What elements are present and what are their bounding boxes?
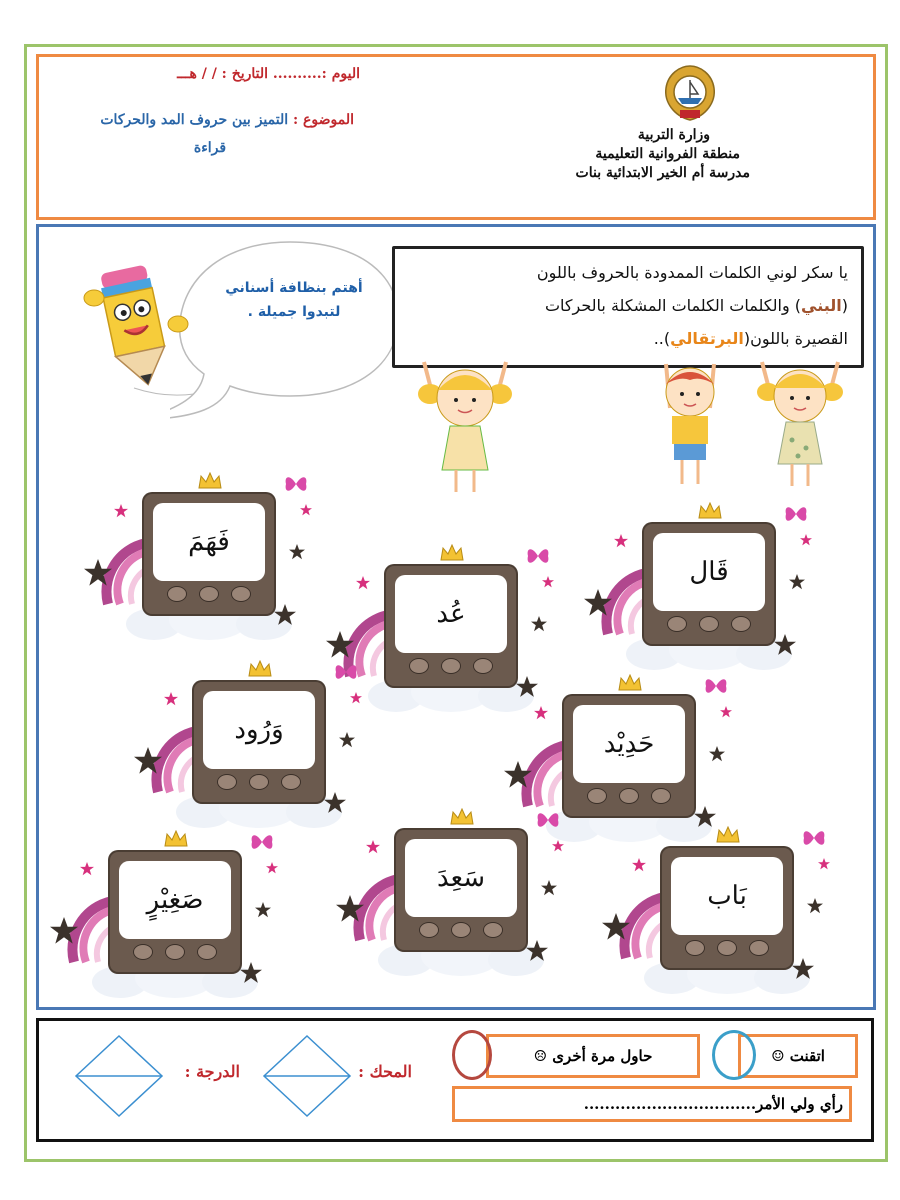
tv-frame — [144, 494, 274, 614]
subject-value: التميز بين حروف المد والحركات — [100, 112, 289, 128]
word-text: وَرُود — [203, 691, 315, 769]
knob-icon — [231, 586, 251, 602]
star-icon — [336, 895, 364, 923]
star-icon — [134, 747, 162, 775]
word-card[interactable] — [336, 800, 586, 990]
knob-icon — [685, 940, 705, 956]
knob-icon — [199, 586, 219, 602]
tv-knobs — [396, 922, 526, 942]
knob-icon — [409, 658, 429, 674]
instruction-line-3-end: ).. — [653, 329, 671, 348]
star-icon — [614, 534, 628, 548]
paren-open: ( — [841, 296, 848, 315]
instruction-text — [402, 256, 848, 355]
word-card[interactable] — [602, 818, 852, 1008]
school-name: مدرسة أم الخير الابتدائية بنات — [575, 165, 750, 181]
star-icon — [274, 604, 296, 626]
star-icon — [542, 576, 554, 588]
criterion-label: المحك : — [358, 1062, 412, 1081]
word-text: بَاب — [671, 857, 783, 935]
star-icon — [800, 534, 812, 546]
star-icon — [792, 958, 814, 980]
star-icon — [266, 862, 278, 874]
butterfly-icon — [250, 832, 274, 852]
tv-frame — [644, 524, 774, 644]
star-icon — [531, 616, 547, 632]
emblem-icon — [660, 62, 720, 126]
butterfly-icon — [784, 504, 808, 524]
star-icon — [356, 576, 370, 590]
tv-knobs — [194, 774, 324, 794]
star-icon — [240, 962, 262, 984]
instruction-line-3-start: القصيرة باللون( — [743, 329, 848, 348]
subject-label: الموضوع : — [293, 112, 354, 128]
word-text: سَعِدَ — [405, 839, 517, 917]
star-icon — [114, 504, 128, 518]
mastered-box: اتقنت ☺ — [738, 1034, 858, 1078]
brown-color-word: البني — [801, 296, 842, 315]
star-icon — [289, 544, 305, 560]
word-text: صَغِيْرٍ — [119, 861, 231, 939]
subject-sub: قراءة — [193, 140, 227, 156]
crown-icon — [198, 472, 222, 490]
tv-knobs — [644, 616, 774, 636]
mastered-circle[interactable] — [712, 1030, 756, 1080]
knob-icon — [281, 774, 301, 790]
star-icon — [339, 732, 355, 748]
knob-icon — [133, 944, 153, 960]
instruction-line-2 — [402, 289, 848, 322]
word-card[interactable] — [84, 464, 334, 654]
tip-text — [206, 276, 382, 324]
tv-frame — [396, 830, 526, 950]
star-icon — [541, 880, 557, 896]
knob-icon — [419, 922, 439, 938]
knob-icon — [473, 658, 493, 674]
knob-icon — [217, 774, 237, 790]
tv-knobs — [110, 944, 240, 964]
date-line: اليوم :.......... التاريخ : / / هـــ — [177, 66, 360, 82]
instruction-line-2-rest: ) والكلمات الكلمات المشكلة بالحركات — [544, 296, 801, 315]
knob-icon — [451, 922, 471, 938]
star-icon — [534, 706, 548, 720]
tv-frame — [662, 848, 792, 968]
star-icon — [552, 840, 564, 852]
tv-frame — [564, 696, 694, 816]
school-info — [560, 126, 750, 183]
word-text: عُد — [395, 575, 507, 653]
crown-icon — [440, 544, 464, 562]
star-icon — [80, 862, 94, 876]
butterfly-icon — [334, 662, 358, 682]
knob-icon — [441, 658, 461, 674]
crown-icon — [164, 830, 188, 848]
star-icon — [774, 634, 796, 656]
word-card[interactable] — [50, 822, 300, 1012]
star-icon — [526, 940, 548, 962]
knob-icon — [165, 944, 185, 960]
grade-diamond-icon — [74, 1034, 164, 1118]
crown-icon — [450, 808, 474, 826]
kids-holding-sign-icon — [410, 360, 850, 500]
knob-icon — [197, 944, 217, 960]
crown-icon — [716, 826, 740, 844]
star-icon — [818, 858, 830, 870]
butterfly-icon — [526, 546, 550, 566]
knob-icon — [749, 940, 769, 956]
butterfly-icon — [284, 474, 308, 494]
word-card[interactable] — [584, 494, 834, 684]
star-icon — [720, 706, 732, 718]
knob-icon — [249, 774, 269, 790]
tv-frame — [194, 682, 324, 802]
star-icon — [602, 913, 630, 941]
knob-icon — [619, 788, 639, 804]
star-icon — [632, 858, 646, 872]
knob-icon — [731, 616, 751, 632]
butterfly-icon — [536, 810, 560, 830]
crown-icon — [248, 660, 272, 678]
word-text: قَال — [653, 533, 765, 611]
star-icon — [350, 692, 362, 704]
ministry-name: وزارة التربية — [637, 127, 710, 143]
pencil-character-icon — [74, 248, 194, 398]
star-icon — [366, 840, 380, 854]
grade-label: الدرجة : — [184, 1062, 240, 1081]
butterfly-icon — [704, 676, 728, 696]
star-icon — [807, 898, 823, 914]
speech-bubble-icon — [170, 236, 410, 426]
knob-icon — [587, 788, 607, 804]
star-icon — [789, 574, 805, 590]
knob-icon — [483, 922, 503, 938]
star-icon — [84, 559, 112, 587]
knob-icon — [651, 788, 671, 804]
subject-line — [60, 112, 354, 128]
star-icon — [164, 692, 178, 706]
parent-opinion-box: رأي ولي الأمر................................. — [452, 1086, 852, 1122]
criterion-diamond-icon — [262, 1034, 352, 1118]
orange-color-word: البرتقالي — [670, 329, 744, 348]
tv-frame — [386, 566, 516, 686]
star-icon — [584, 589, 612, 617]
knob-icon — [699, 616, 719, 632]
star-icon — [50, 917, 78, 945]
tv-frame — [110, 852, 240, 972]
crown-icon — [618, 674, 642, 692]
star-icon — [504, 761, 532, 789]
tip-line-2: لتبدوا جميلة . — [247, 304, 341, 320]
tv-knobs — [386, 658, 516, 678]
knob-icon — [667, 616, 687, 632]
knob-icon — [717, 940, 737, 956]
butterfly-icon — [802, 828, 826, 848]
tip-line-1: أهتم بنظافة أسناني — [225, 280, 363, 296]
star-icon — [300, 504, 312, 516]
instruction-line-1: يا سكر لوني الكلمات الممدودة بالحروف باللون — [536, 263, 848, 282]
tv-knobs — [662, 940, 792, 960]
word-text: حَدِيْد — [573, 705, 685, 783]
star-icon — [709, 746, 725, 762]
knob-icon — [167, 586, 187, 602]
crown-icon — [698, 502, 722, 520]
word-text: فَهَمَ — [153, 503, 265, 581]
district-name: منطقة الفروانية التعليمية — [595, 146, 740, 162]
star-icon — [255, 902, 271, 918]
try-again-box: حاول مرة أخرى ☹ — [486, 1034, 700, 1078]
instruction-line-3 — [402, 322, 848, 355]
try-again-circle[interactable] — [452, 1030, 492, 1080]
tv-knobs — [144, 586, 274, 606]
